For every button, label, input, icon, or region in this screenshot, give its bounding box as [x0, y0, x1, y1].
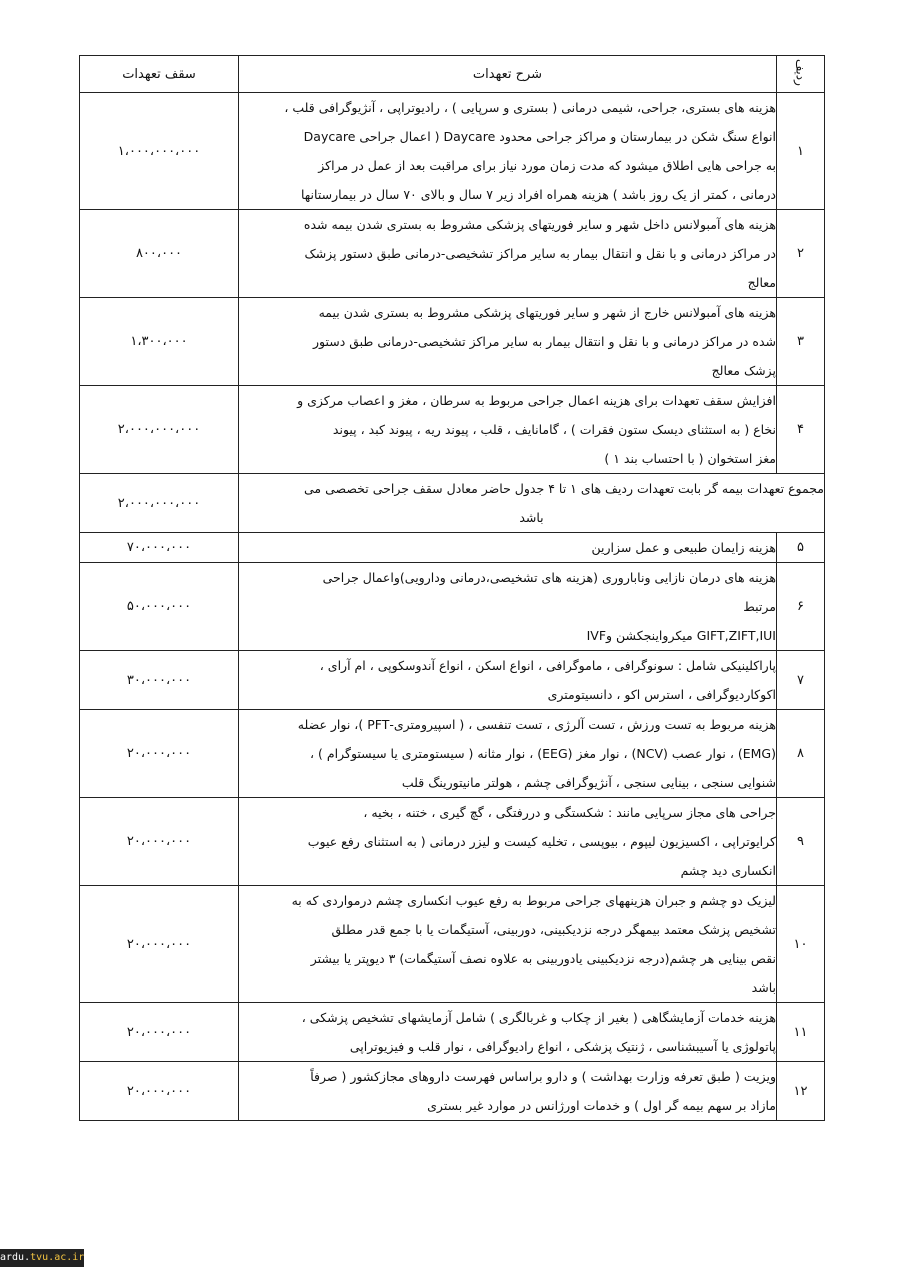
- table-header-row: [80, 56, 825, 93]
- description-line: نخاع ( به استثنای دیسک ستون فقرات ) ، گامانایف ، قلب ، پیوند ریه ، پیوند کبد ، پیوند: [332, 422, 776, 437]
- description-line: درمانی ، کمتر از یک روز باشد ) هزینه همراه افراد زیر ۷ سال و بالای ۷۰ سال در بیمارستانها: [300, 187, 776, 202]
- table-row: [80, 563, 825, 651]
- description-line: باشد: [751, 980, 776, 995]
- description-line: نقص بینایی هر چشم(درجه نزدیکبینی یادوربینی به علاوه نصف آستیگمات) ۳ دیوپتر یا بیشتر: [310, 951, 776, 966]
- table-row: [80, 1003, 825, 1062]
- row-description: [239, 1062, 777, 1121]
- description-line: هزینه خدمات آزمایشگاهی ( بغیر از چکاب و غربالگری ) شامل آزمایشهای تشخیص پزشکی ،: [301, 1010, 776, 1025]
- site-footer-badge: ardu.tvu.ac.ir: [0, 1249, 84, 1267]
- table-row: [80, 93, 825, 210]
- row-number: ۲: [777, 210, 825, 298]
- description-line: تشخیص پزشک معتمد بیمهگر درجه نزدیکبینی، دوربینی، آستیگمات یا با جمع قدر مطلق: [331, 922, 776, 937]
- description-line: مازاد بر سهم بیمه گر اول ) و خدمات اورژانس در موارد غیر بستری: [427, 1098, 776, 1113]
- description-line: (EMG) ، نوار عصب (NCV) ، نوار مغز (EEG) ، نوار مثانه ( سیستومتری یا سیستوگرام ) ،: [310, 746, 776, 761]
- description-line: ویزیت ( طبق تعرفه وزارت بهداشت ) و دارو براساس فهرست داروهای مجازکشور ( صرفاً: [310, 1069, 776, 1084]
- row-description: [239, 298, 777, 386]
- row-cap: ۲،۰۰۰،۰۰۰،۰۰۰: [80, 386, 239, 474]
- row-cap: ۲۰،۰۰۰،۰۰۰: [80, 1003, 239, 1062]
- row-number: ۳: [777, 298, 825, 386]
- table-row: [80, 710, 825, 798]
- row-description: [239, 886, 777, 1003]
- header-description: شرح تعهدات: [239, 56, 777, 93]
- description-line: شده در مراکز درمانی و با نقل و انتقال بیمار به سایر مراکز تشخیصی-درمانی طبق دستور: [312, 334, 776, 349]
- description-line: معالج: [747, 275, 776, 290]
- table-row: [80, 798, 825, 886]
- description-line: پاراکلینیکی شامل : سونوگرافی ، ماموگرافی ، انواع اسکن ، انواع آندوسکوپی ، ام آرای ،: [319, 658, 776, 673]
- table-row: [80, 886, 825, 1003]
- row-cap: ۱،۰۰۰،۰۰۰،۰۰۰: [80, 93, 239, 210]
- table-row: [80, 386, 825, 474]
- row-cap: ۵۰،۰۰۰،۰۰۰: [80, 563, 239, 651]
- row-cap: ۲۰،۰۰۰،۰۰۰: [80, 710, 239, 798]
- description-line: انواع سنگ شکن در بیمارستان و مراکز جراحی محدود Daycare ( اعمال جراحی Daycare: [303, 129, 776, 144]
- description-line: در مراکز درمانی و با نقل و انتقال بیمار به سایر مراکز تشخیصی-درمانی طبق دستور پزشک: [304, 246, 776, 261]
- table-row: [80, 210, 825, 298]
- row-cap: ۸۰۰،۰۰۰: [80, 210, 239, 298]
- row-cap: ۲۰،۰۰۰،۰۰۰: [80, 886, 239, 1003]
- row-description: [239, 386, 777, 474]
- row-cap: ۷۰،۰۰۰،۰۰۰: [80, 533, 239, 563]
- row-number: ۱۰: [777, 886, 825, 1003]
- row-number: ۴: [777, 386, 825, 474]
- table-row: [80, 651, 825, 710]
- row-cap: ۲۰،۰۰۰،۰۰۰: [80, 798, 239, 886]
- row-description: [239, 93, 777, 210]
- row-number: ۱۱: [777, 1003, 825, 1062]
- description-line: اکوکاردیوگرافی ، استرس اکو ، دانسیتومتری: [547, 687, 776, 702]
- description-line: هزینه مربوط به تست ورزش ، تست آلرژی ، تست تنفسی ، ( اسپیرومتری-PFT )، نوار عضله: [297, 717, 776, 732]
- summary-row: [80, 474, 825, 533]
- description-line: لیزیک دو چشم و جبران هزینههای جراحی مربوط به رفع عیوب انکساری چشم درمواردی که به: [291, 893, 776, 908]
- row-number: ۸: [777, 710, 825, 798]
- row-number: ۱: [777, 93, 825, 210]
- row-description: [239, 1003, 777, 1062]
- row-description: [239, 710, 777, 798]
- table-row: [80, 298, 825, 386]
- table-row: [80, 1062, 825, 1121]
- description-line: هزینه های درمان نازایی وناباروری (هزینه های تشخیصی،درمانی ودارویی)واعمال جراحی: [322, 570, 776, 585]
- table-body-summary: [80, 474, 825, 533]
- description-line: هزینه زایمان طبیعی و عمل سزارین: [591, 540, 776, 555]
- description-line: پاتولوژی یا آسیبشناسی ، ژنتیک پزشکی ، انواع رادیوگرافی ، نوار قلب و فیزیوتراپی: [349, 1039, 776, 1054]
- description-line: هزینه های آمبولانس داخل شهر و سایر فوریتهای پزشکی مشروط به بستری شدن بیمه شده: [303, 217, 776, 232]
- row-cap: ۳۰،۰۰۰،۰۰۰: [80, 651, 239, 710]
- description-line: به جراحی هایی اطلاق میشود که مدت زمان مورد نیاز برای مراقبت بعد از عمل در مراکز: [318, 158, 776, 173]
- table-body-main: [80, 93, 825, 474]
- row-description: [239, 533, 777, 563]
- row-number: ۵: [777, 533, 825, 563]
- description-line: افزایش سقف تعهدات برای هزینه اعمال جراحی مربوط به سرطان ، مغز و اعصاب مرکزی و: [297, 393, 776, 408]
- row-number: ۷: [777, 651, 825, 710]
- description-line: GIFT,ZIFT,IUI میکرواینجکشن وIVF: [586, 628, 776, 643]
- row-cap: ۲۰،۰۰۰،۰۰۰: [80, 1062, 239, 1121]
- description-line: انکساری دید چشم: [680, 863, 776, 878]
- description-line: شنوایی سنجی ، بینایی سنجی ، آنژیوگرافی چشم ، هولتر مانیتورینگ قلب: [401, 775, 776, 790]
- row-description: [239, 563, 777, 651]
- header-cap: سقف تعهدات: [80, 56, 239, 93]
- description-line: مغز استخوان ( با احتساب بند ۱ ): [604, 451, 776, 466]
- summary-cap: ۲،۰۰۰،۰۰۰،۰۰۰: [80, 474, 239, 533]
- table-body-extra: [80, 533, 825, 1121]
- commitments-table: [79, 55, 825, 1121]
- row-description: [239, 651, 777, 710]
- description-line: هزینه های بستری، جراحی، شیمی درمانی ( بستری و سرپایی ) ، رادیوتراپی ، آنژیوگرافی قلب ،: [284, 100, 776, 115]
- summary-text: مجموع تعهدات بیمه گر بابت تعهدات ردیف های ۱ تا ۴ جدول حاضر معادل سقف جراحی تخصصی می باشد: [239, 474, 825, 533]
- row-number: ۹: [777, 798, 825, 886]
- description-line: جراحی های مجاز سرپایی مانند : شکستگی و دررفتگی ، گچ گیری ، ختنه ، بخیه ،: [363, 805, 776, 820]
- table-row: [80, 533, 825, 563]
- description-line: هزینه های آمبولانس خارج از شهر و سایر فوریتهای پزشکی مشروط به بستری شدن بیمه: [318, 305, 776, 320]
- row-description: [239, 210, 777, 298]
- header-number: ردیف: [777, 56, 825, 93]
- row-number: ۱۲: [777, 1062, 825, 1121]
- description-line: مرتبط: [743, 599, 776, 614]
- row-cap: ۱،۳۰۰،۰۰۰: [80, 298, 239, 386]
- row-description: [239, 798, 777, 886]
- description-line: کرایوتراپی ، اکسیزیون لیپوم ، بیوپسی ، تخلیه کیست و لیزر درمانی ( به استثنای رفع عیوب: [307, 834, 776, 849]
- description-line: پزشک معالج: [711, 363, 776, 378]
- row-number: ۶: [777, 563, 825, 651]
